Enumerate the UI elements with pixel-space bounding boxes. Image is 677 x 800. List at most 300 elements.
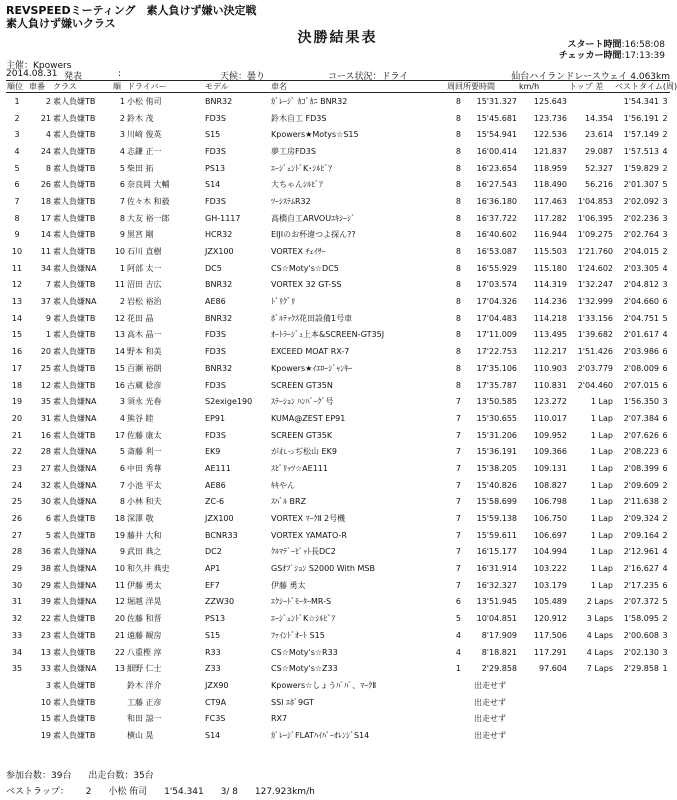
cell-car-name: ﾎﾞﾙﾃｯｸｽ花田設備1号車 bbox=[271, 313, 353, 323]
cell-speed: 110.017 bbox=[533, 413, 567, 423]
cell-best-time: 2'09.164 bbox=[623, 530, 659, 540]
cell-car-name: VORTEX 32 GT-SS bbox=[271, 280, 342, 290]
cell-model: BCNR33 bbox=[205, 530, 238, 540]
cell-speed: 106.750 bbox=[533, 514, 567, 524]
cell-gap: 1 Lap bbox=[590, 580, 613, 590]
cell-position: 32 bbox=[11, 614, 23, 624]
cell-speed: 118.959 bbox=[533, 163, 567, 173]
cell-model: BNR32 bbox=[205, 313, 233, 323]
cell-best-lap: 4 bbox=[662, 564, 668, 574]
cell-driver: 斎藤 利一 bbox=[127, 447, 162, 457]
cell-class-rank: 19 bbox=[114, 530, 125, 540]
cell-best-lap: 3 bbox=[662, 196, 668, 206]
cell-total-time: 2'29.858 bbox=[481, 664, 517, 674]
col-gap: トップ 差 bbox=[568, 81, 614, 93]
cell-car-number: 6 bbox=[45, 514, 51, 524]
cell-model: S14 bbox=[205, 180, 221, 190]
cell-car-number: 5 bbox=[45, 530, 51, 540]
cell-class-rank: 20 bbox=[114, 614, 125, 624]
cell-speed bbox=[518, 694, 568, 711]
cell-car-number: 18 bbox=[40, 196, 51, 206]
cell-position: 28 bbox=[11, 547, 23, 557]
table-row bbox=[6, 243, 670, 260]
cell-total-time: 出走せず bbox=[474, 697, 506, 707]
cell-car-name: KUMA@ZEST EP91 bbox=[271, 413, 346, 423]
cell-best-time: 2'08.399 bbox=[623, 463, 659, 473]
cell-class-rank: 6 bbox=[119, 463, 125, 473]
cell-gap: 1'33.156 bbox=[577, 313, 613, 323]
cell-car-name: ｴｰｼﾞｪﾝﾄﾞK･ｼﾙﾋﾞｱ bbox=[271, 163, 333, 173]
cell-car-number: 32 bbox=[40, 480, 51, 490]
cell-position: 15 bbox=[11, 330, 23, 340]
cell-class-rank: 21 bbox=[114, 630, 125, 640]
cell-model: AE86 bbox=[205, 297, 226, 307]
cell-gap: 1'32.999 bbox=[577, 297, 613, 307]
cell-gap: 1 Lap bbox=[590, 430, 613, 440]
cell-laps: 7 bbox=[455, 480, 461, 490]
cell-car-number: 30 bbox=[40, 497, 51, 507]
cell-total-time: 16'40.602 bbox=[476, 230, 517, 240]
cell-class: 素人負嫌NA bbox=[53, 397, 97, 407]
cell-driver: 小林 和夫 bbox=[127, 497, 162, 507]
table-row bbox=[6, 644, 670, 661]
cell-class-rank: 2 bbox=[119, 297, 125, 307]
cell-model: BNR32 bbox=[205, 96, 233, 106]
table-row bbox=[6, 710, 670, 727]
cell-position: 8 bbox=[14, 213, 20, 223]
cell-position: 29 bbox=[11, 564, 23, 574]
cell-speed: 121.837 bbox=[533, 146, 567, 156]
cell-position: 1 bbox=[14, 96, 20, 106]
cell-gap: 2 Laps bbox=[586, 597, 613, 607]
cell-total-time: 16'27.543 bbox=[476, 180, 517, 190]
cell-gap: 1 Lap bbox=[590, 564, 613, 574]
cell-class: 素人負嫌TB bbox=[53, 113, 96, 123]
cell-class-rank: 17 bbox=[114, 430, 125, 440]
cell-driver: 花田 晶 bbox=[127, 313, 154, 323]
cell-model: ZC-6 bbox=[205, 497, 225, 507]
cell-laps: 8 bbox=[455, 347, 461, 357]
cell-total-time: 16'37.722 bbox=[476, 213, 517, 223]
cell-car-number: 20 bbox=[40, 347, 51, 357]
cell-car-number: 34 bbox=[40, 263, 51, 273]
cell-total-time: 16'55.929 bbox=[476, 263, 517, 273]
cell-best-lap: 6 bbox=[662, 430, 668, 440]
cell-best-time: 2'09.609 bbox=[623, 480, 659, 490]
cell-gap: 56.216 bbox=[585, 180, 613, 190]
cell-class: 素人負嫌NA bbox=[53, 564, 97, 574]
cell-speed bbox=[518, 727, 568, 744]
cell-car-number: 22 bbox=[40, 614, 51, 624]
cell-driver: 古蔵 稔彦 bbox=[127, 380, 162, 390]
cell-position: 17 bbox=[11, 363, 23, 373]
cell-laps: 8 bbox=[455, 146, 461, 156]
cell-model: R33 bbox=[205, 647, 221, 657]
cell-position: 6 bbox=[14, 180, 20, 190]
cell-class: 素人負嫌TB bbox=[53, 163, 96, 173]
cell-speed: 113.495 bbox=[533, 330, 567, 340]
cell-class-rank: 22 bbox=[114, 647, 125, 657]
cell-car-number: 4 bbox=[45, 130, 51, 140]
cell-car-number: 24 bbox=[40, 146, 51, 156]
cell-car-number: 14 bbox=[40, 230, 51, 240]
table-row bbox=[6, 627, 670, 644]
cell-car-name: ｴｸｼｰﾄﾞﾓｰﾀｰMR-S bbox=[271, 597, 332, 607]
cell-model: DC5 bbox=[205, 263, 222, 273]
cell-driver: 横山 晃 bbox=[127, 730, 154, 740]
cell-driver: 大友 裕一郎 bbox=[127, 213, 170, 223]
col-model: モデル bbox=[204, 81, 270, 93]
cell-car-number: 27 bbox=[40, 463, 51, 473]
table-row bbox=[6, 260, 670, 277]
cell-car-name: 夢工房FD3S bbox=[271, 146, 316, 156]
cell-position: 34 bbox=[11, 647, 23, 657]
cell-model: Z33 bbox=[205, 664, 221, 674]
cell-class-rank: 10 bbox=[114, 247, 125, 257]
cell-best-lap: 3 bbox=[662, 630, 668, 640]
cell-total-time: 15'38.205 bbox=[476, 463, 517, 473]
cell-best-lap: 6 bbox=[662, 413, 668, 423]
cell-car-name: VORTEX YAMATO-R bbox=[271, 530, 347, 540]
cell-gap: 1'32.247 bbox=[577, 280, 613, 290]
cell-best-time: 2'11.638 bbox=[623, 497, 659, 507]
cell-total-time: 17'04.326 bbox=[476, 297, 517, 307]
cell-car-name: Kpowers★Motys☆S15 bbox=[271, 130, 359, 140]
cell-model: DC2 bbox=[205, 547, 222, 557]
cell-class: 素人負嫌TB bbox=[53, 363, 96, 373]
cell-class: 素人負嫌NA bbox=[53, 664, 97, 674]
cell-car-name: ﾌｧｲﾝﾄﾞｵｰﾄ S15 bbox=[271, 630, 325, 640]
cell-class-rank: 11 bbox=[114, 280, 125, 290]
announce-label: 発表 bbox=[64, 72, 83, 82]
entry-count: 参加台数：39台 bbox=[6, 771, 72, 781]
cell-total-time: 17'35.787 bbox=[476, 380, 517, 390]
cell-car-number: 38 bbox=[40, 564, 51, 574]
cell-class: 素人負嫌NA bbox=[53, 480, 97, 490]
cell-model: AE111 bbox=[205, 463, 231, 473]
table-row bbox=[6, 477, 670, 494]
cell-class-rank: 18 bbox=[114, 514, 125, 524]
cell-car-name: 大ちゃんｼﾙﾋﾞｱ bbox=[271, 180, 323, 190]
cell-best-time: 2'01.617 bbox=[623, 330, 659, 340]
cell-model: JZX100 bbox=[205, 247, 234, 257]
header-row bbox=[6, 81, 670, 93]
cell-class: 素人負嫌NA bbox=[53, 497, 97, 507]
table-row bbox=[6, 660, 670, 677]
cell-model: S2exige190 bbox=[205, 397, 253, 407]
cell-laps: 6 bbox=[455, 597, 461, 607]
cell-total-time: 13'51.945 bbox=[476, 597, 517, 607]
cell-class: 素人負嫌TB bbox=[53, 680, 96, 690]
cell-driver: 藤井 大和 bbox=[127, 530, 162, 540]
cell-total-time: 15'59.138 bbox=[476, 514, 517, 524]
cell-car-number: 7 bbox=[45, 280, 51, 290]
cell-laps: 8 bbox=[455, 196, 461, 206]
col-class: クラス bbox=[52, 81, 112, 93]
cell-position: 33 bbox=[11, 630, 23, 640]
table-row bbox=[6, 110, 670, 127]
cell-class: 素人負嫌TB bbox=[53, 180, 96, 190]
cell-driver: 熊谷 睦 bbox=[127, 413, 154, 423]
cell-speed: 123.736 bbox=[533, 113, 567, 123]
cell-gap: 7 Laps bbox=[586, 664, 613, 674]
timing-info bbox=[559, 40, 665, 62]
table-row bbox=[6, 193, 670, 210]
cell-car-name: Kpowers★ｲｴﾛｰｼﾞｬﾝｷｰ bbox=[271, 363, 353, 373]
cell-class: 素人負嫌TB bbox=[53, 230, 96, 240]
cell-driver: 八重樫 淳 bbox=[127, 647, 162, 657]
cell-model: FC3S bbox=[205, 714, 226, 724]
cell-car-name: VORTEX ﾁｪｲｻｰ bbox=[271, 247, 326, 257]
cell-gap: 1 Lap bbox=[590, 447, 613, 457]
table-row bbox=[6, 126, 670, 143]
cell-total-time: 16'36.180 bbox=[476, 196, 517, 206]
cell-laps: 8 bbox=[455, 96, 461, 106]
cell-driver: 伊藤 勇太 bbox=[127, 580, 162, 590]
cell-class: 素人負嫌NA bbox=[53, 413, 97, 423]
cell-class: 素人負嫌TB bbox=[53, 647, 96, 657]
cell-best-time: 2'02.764 bbox=[623, 230, 659, 240]
cell-speed: 125.643 bbox=[533, 96, 567, 106]
cell-laps: 8 bbox=[455, 363, 461, 373]
cell-best-time: 1'57.149 bbox=[623, 130, 659, 140]
cell-best-time: 2'07.015 bbox=[623, 380, 659, 390]
cell-driver: 堀越 洋晃 bbox=[127, 597, 162, 607]
cell-class-rank: 13 bbox=[114, 330, 125, 340]
cell-class: 素人負嫌NA bbox=[53, 597, 97, 607]
cell-total-time: 16'31.914 bbox=[476, 564, 517, 574]
cell-position: 4 bbox=[14, 146, 20, 156]
cell-car-name: ﾂｰｼｽﾃﾑR32 bbox=[271, 196, 311, 206]
cell-position: 27 bbox=[11, 530, 23, 540]
cell-best-time: 1'57.513 bbox=[623, 146, 659, 156]
cell-car-name: ｽﾊﾞﾙ BRZ bbox=[271, 497, 307, 507]
cell-position: 24 bbox=[11, 480, 23, 490]
cell-laps: 8 bbox=[455, 263, 461, 273]
cell-best-lap: 4 bbox=[662, 146, 668, 156]
cell-car-number: 12 bbox=[40, 380, 51, 390]
cell-model: AP1 bbox=[205, 564, 221, 574]
cell-gap: 1 Lap bbox=[590, 530, 613, 540]
cell-driver: 高木 晶一 bbox=[127, 330, 162, 340]
cell-driver: 野本 和美 bbox=[127, 347, 162, 357]
cell-total-time: 15'31.206 bbox=[476, 430, 517, 440]
cell-driver: 佐藤 和晋 bbox=[127, 614, 162, 624]
cell-class-rank: 7 bbox=[119, 196, 125, 206]
cell-best-lap bbox=[660, 727, 670, 744]
cell-speed: 123.272 bbox=[533, 397, 567, 407]
cell-laps: 8 bbox=[455, 163, 461, 173]
cell-best-lap: 6 bbox=[662, 347, 668, 357]
cell-car-number: 37 bbox=[40, 297, 51, 307]
cell-class: 素人負嫌TB bbox=[53, 347, 96, 357]
cell-class: 素人負嫌TB bbox=[53, 530, 96, 540]
cell-best-lap: 6 bbox=[662, 447, 668, 457]
cell-class: 素人負嫌TB bbox=[53, 380, 96, 390]
cell-best-time: 2'12.961 bbox=[623, 547, 659, 557]
cell-car-number: 39 bbox=[40, 597, 51, 607]
cell-car-name: RX7 bbox=[271, 714, 288, 724]
cell-best-lap: 2 bbox=[662, 130, 668, 140]
cell-gap: 4 Laps bbox=[586, 647, 613, 657]
cell-best-time: 1'54.341 bbox=[623, 96, 659, 106]
cell-class-rank: 12 bbox=[114, 313, 125, 323]
cell-driver: 佐々木 和毅 bbox=[127, 196, 170, 206]
cell-car-name: EIJIのお杯違つよ探ん?? bbox=[271, 230, 356, 240]
table-row bbox=[6, 93, 670, 110]
cell-speed: 109.366 bbox=[533, 447, 567, 457]
cell-car-number: 31 bbox=[40, 413, 51, 423]
cell-gap bbox=[568, 727, 614, 744]
cell-position: 12 bbox=[11, 280, 23, 290]
cell-car-name: がれっぢ松山 EK9 bbox=[271, 447, 337, 457]
cell-model: CT9A bbox=[205, 697, 227, 707]
cell-class: 素人負嫌TB bbox=[53, 280, 96, 290]
start-time-label: スタート時間 bbox=[567, 40, 622, 50]
table-row bbox=[6, 610, 670, 627]
cell-gap bbox=[568, 93, 614, 110]
cell-class: 素人負嫌NA bbox=[53, 463, 97, 473]
cell-model: PS13 bbox=[205, 163, 226, 173]
cell-speed: 117.463 bbox=[533, 196, 567, 206]
cell-total-time: 出走せず bbox=[474, 680, 506, 690]
cell-total-time: 15'58.699 bbox=[476, 497, 517, 507]
cell-position bbox=[6, 727, 28, 744]
cell-driver: 黒宮 剛 bbox=[127, 230, 154, 240]
cell-speed: 110.831 bbox=[533, 380, 567, 390]
best-lap-time: 1'54.341 bbox=[164, 787, 204, 797]
cell-position bbox=[6, 694, 28, 711]
cell-speed: 110.903 bbox=[533, 363, 567, 373]
cell-speed: 114.218 bbox=[533, 313, 567, 323]
cell-speed: 122.536 bbox=[533, 130, 567, 140]
cell-laps bbox=[446, 710, 462, 727]
table-row bbox=[6, 293, 670, 310]
cell-class: 素人負嫌TB bbox=[53, 714, 96, 724]
cell-gap: 1'51.426 bbox=[577, 347, 613, 357]
cell-class: 素人負嫌TB bbox=[53, 430, 96, 440]
cell-total-time: 8'17.909 bbox=[481, 630, 517, 640]
table-row bbox=[6, 727, 670, 744]
cell-best-time: 1'56.191 bbox=[623, 113, 659, 123]
cell-driver: 鈴木 洋介 bbox=[127, 680, 162, 690]
cell-best-time bbox=[614, 727, 660, 744]
cell-gap: 1'21.760 bbox=[577, 247, 613, 257]
cell-speed: 103.179 bbox=[533, 580, 567, 590]
cell-gap: 14.354 bbox=[585, 113, 613, 123]
col-speed: km/h bbox=[518, 81, 568, 93]
cell-speed: 109.131 bbox=[533, 463, 567, 473]
cell-driver: 細野 仁士 bbox=[127, 664, 162, 674]
cell-speed: 108.827 bbox=[533, 480, 567, 490]
cell-best-time bbox=[614, 677, 660, 694]
cell-best-lap bbox=[660, 710, 670, 727]
cell-total-time: 15'31.327 bbox=[476, 96, 517, 106]
cell-driver: 佐藤 康太 bbox=[127, 430, 162, 440]
cell-laps: 8 bbox=[455, 297, 461, 307]
cell-speed: 115.180 bbox=[533, 263, 567, 273]
cell-class-rank: 9 bbox=[119, 230, 125, 240]
cell-best-time: 1'59.829 bbox=[623, 163, 659, 173]
cell-laps: 7 bbox=[455, 413, 461, 423]
cell-position: 20 bbox=[11, 413, 23, 423]
cell-total-time: 17'03.574 bbox=[476, 280, 517, 290]
best-lap-driver: 小松 侑司 bbox=[108, 787, 148, 797]
cell-best-lap: 6 bbox=[662, 363, 668, 373]
cell-laps: 1 bbox=[455, 664, 461, 674]
cell-class-rank: 1 bbox=[119, 263, 125, 273]
cell-best-lap: 2 bbox=[662, 113, 668, 123]
cell-laps: 8 bbox=[455, 213, 461, 223]
table-row bbox=[6, 360, 670, 377]
table-row bbox=[6, 694, 670, 711]
cell-laps bbox=[446, 694, 462, 711]
table-row bbox=[6, 143, 670, 160]
cell-model: FD3S bbox=[205, 146, 226, 156]
cell-class: 素人負嫌TB bbox=[53, 146, 96, 156]
cell-car-number: 28 bbox=[40, 447, 51, 457]
cell-car-number: 11 bbox=[40, 247, 51, 257]
cell-best-lap: 2 bbox=[662, 530, 668, 540]
cell-speed: 117.506 bbox=[533, 630, 567, 640]
cell-car-name: ｷｷやん bbox=[271, 480, 295, 490]
table-row bbox=[6, 410, 670, 427]
info-bar bbox=[6, 69, 670, 80]
footer-best-lap bbox=[6, 784, 329, 797]
cell-laps: 8 bbox=[455, 280, 461, 290]
cell-best-lap: 4 bbox=[662, 547, 668, 557]
table-row bbox=[6, 343, 670, 360]
cell-class-rank: 13 bbox=[114, 664, 125, 674]
cell-best-lap: 6 bbox=[662, 463, 668, 473]
cell-best-lap: 5 bbox=[662, 313, 668, 323]
cell-total-time: 16'53.087 bbox=[476, 247, 517, 257]
cell-best-time: 1'56.350 bbox=[623, 397, 659, 407]
cell-class-rank: 7 bbox=[119, 480, 125, 490]
cell-speed: 118.490 bbox=[533, 180, 567, 190]
cell-model: GH-1117 bbox=[205, 213, 241, 223]
table-row bbox=[6, 210, 670, 227]
results-body bbox=[6, 93, 670, 744]
cell-gap: 1'24.602 bbox=[577, 263, 613, 273]
cell-car-number: 25 bbox=[40, 363, 51, 373]
results-table bbox=[6, 80, 677, 744]
cell-car-number: 29 bbox=[40, 580, 51, 590]
cell-car-number: 23 bbox=[40, 630, 51, 640]
cell-car-number: 2 bbox=[45, 96, 51, 106]
cell-car-name: ｽﾋﾟﾘｯﾂ☆AE111 bbox=[271, 463, 328, 473]
cell-class: 素人負嫌NA bbox=[53, 263, 97, 273]
cell-driver: 小松 侑司 bbox=[127, 96, 162, 106]
best-lap-car: 2 bbox=[85, 787, 92, 797]
table-row bbox=[6, 427, 670, 444]
cell-gap: 1 Lap bbox=[590, 413, 613, 423]
cell-car-name: ｶﾞﾚｰｼﾞFLATﾊｲﾊﾟｰｵﾚﾝｼﾞS14 bbox=[271, 730, 370, 740]
cell-gap: 1 Lap bbox=[590, 397, 613, 407]
cell-speed: 106.697 bbox=[533, 530, 567, 540]
cell-best-time: 2'00.608 bbox=[623, 630, 659, 640]
table-row bbox=[6, 510, 670, 527]
cell-model: FD3S bbox=[205, 330, 226, 340]
cell-class-rank bbox=[112, 694, 126, 711]
cell-car-name: EXCEED MOAT RX-7 bbox=[271, 347, 350, 357]
cell-total-time: 15'45.681 bbox=[476, 113, 517, 123]
cell-gap: 52.327 bbox=[585, 163, 613, 173]
cell-total-time: 16'23.654 bbox=[476, 163, 517, 173]
cell-best-lap: 5 bbox=[662, 597, 668, 607]
cell-car-name: SCREEN GT35K bbox=[271, 430, 333, 440]
cell-total-time: 15'36.191 bbox=[476, 447, 517, 457]
